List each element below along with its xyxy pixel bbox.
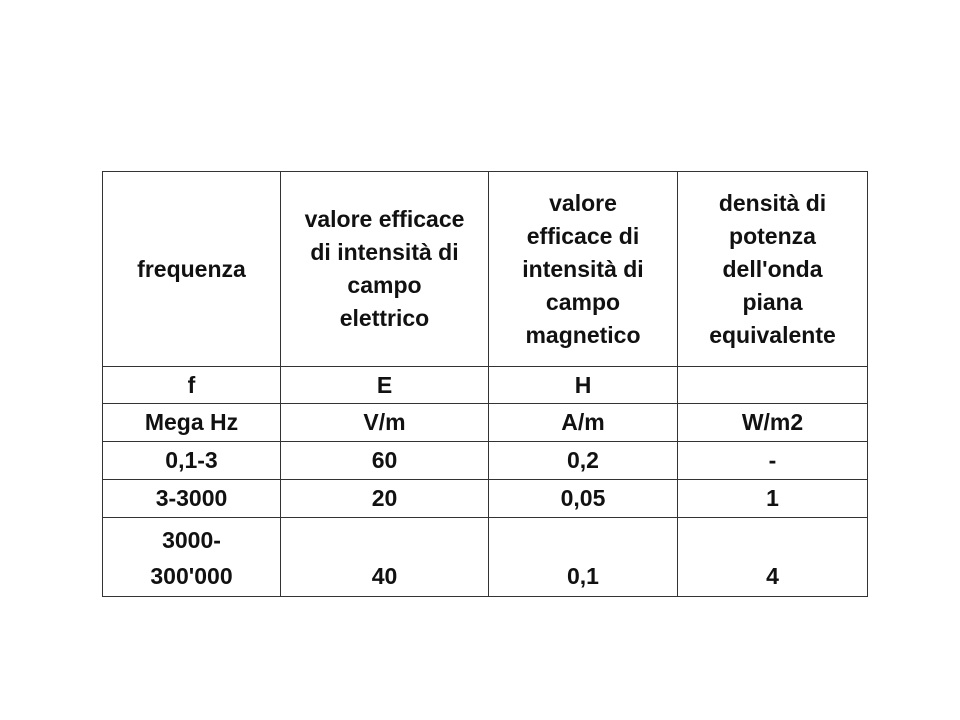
- table-units-row: [103, 404, 868, 442]
- cell-frequency: 3-3000: [103, 480, 281, 518]
- cell-electric-field: 60: [281, 442, 489, 480]
- table-header-row: [103, 172, 868, 367]
- table-row: [103, 480, 868, 518]
- symbol-frequency: f: [103, 367, 281, 404]
- cell-frequency: 0,1-3: [103, 442, 281, 480]
- header-frequency: frequenza: [103, 172, 281, 367]
- cell-electric-field: 40: [281, 518, 489, 597]
- symbol-electric-field: E: [281, 367, 489, 404]
- cell-magnetic-field: 0,2: [489, 442, 678, 480]
- symbol-power-density: [678, 367, 868, 404]
- header-electric-field: valore efficace di intensità di campo elettrico: [281, 172, 489, 367]
- limits-table: [102, 171, 868, 597]
- table-symbols-row: [103, 367, 868, 404]
- cell-frequency: 3000- 300'000: [103, 518, 281, 597]
- cell-magnetic-field: 0,05: [489, 480, 678, 518]
- cell-magnetic-field: 0,1: [489, 518, 678, 597]
- unit-magnetic-field: A/m: [489, 404, 678, 442]
- cell-electric-field: 20: [281, 480, 489, 518]
- cell-power-density: 4: [678, 518, 868, 597]
- unit-electric-field: V/m: [281, 404, 489, 442]
- header-magnetic-field: valore efficace di intensità di campo magnetico: [489, 172, 678, 367]
- unit-frequency: Mega Hz: [103, 404, 281, 442]
- header-power-density: densità di potenza dell'onda piana equivalente: [678, 172, 868, 367]
- table-row: [103, 442, 868, 480]
- symbol-magnetic-field: H: [489, 367, 678, 404]
- cell-power-density: 1: [678, 480, 868, 518]
- unit-power-density: W/m2: [678, 404, 868, 442]
- cell-power-density: -: [678, 442, 868, 480]
- table-row: [103, 518, 868, 597]
